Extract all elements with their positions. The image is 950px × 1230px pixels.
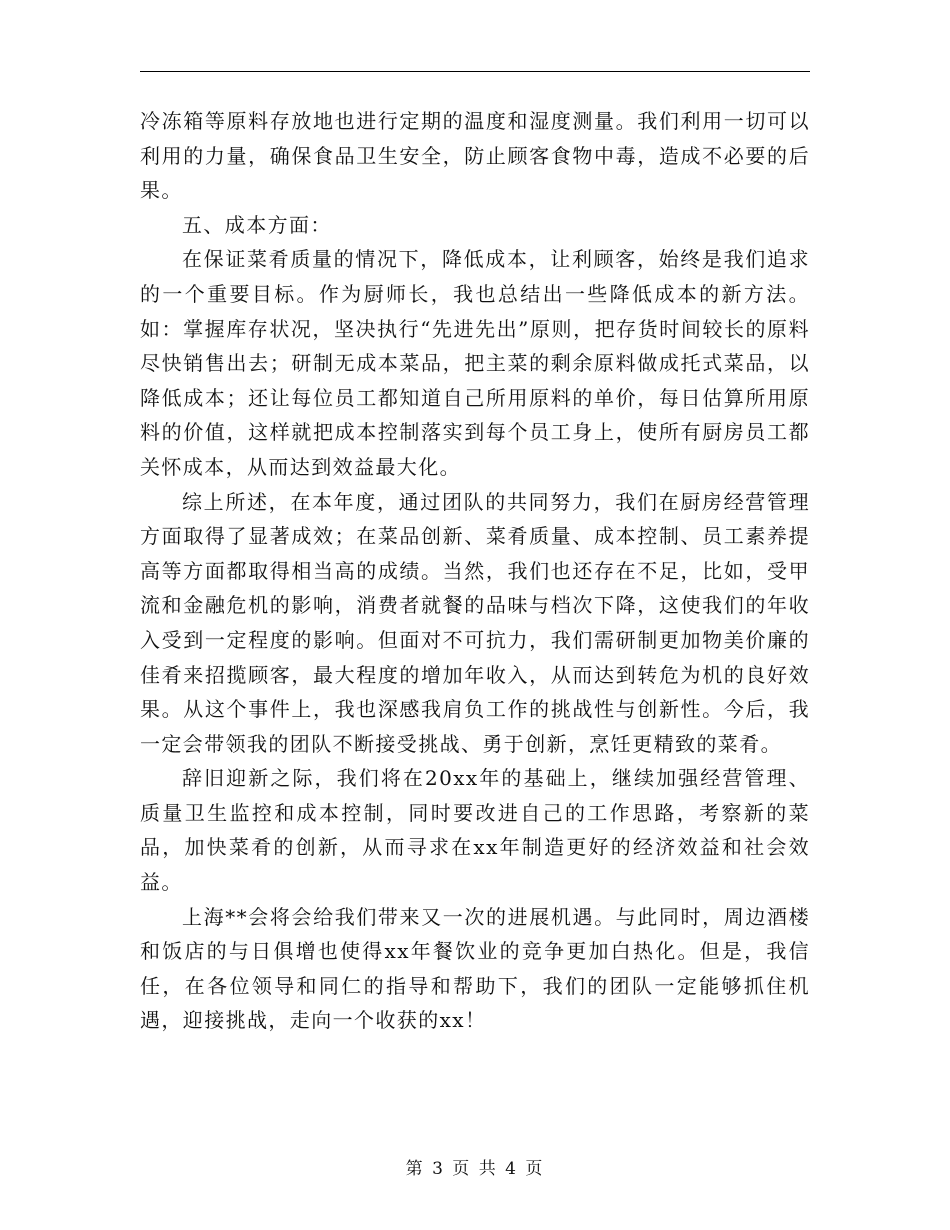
page-number-footer: 第 3 页 共 4 页 (405, 1159, 545, 1179)
paragraph-6: 上海**会将会给我们带来又一次的进展机遇。与此同时，周边酒楼和饭店的与日俱增也使得xx年餐饮业的竞争更加白热化。但是，我信任，在各位领导和同仁的指导和帮助下，我们的团队一定能够抓住机遇，迎接挑战，走向一个收获的xx！ (140, 904, 810, 1033)
paragraph-4: 综上所述，在本年度，通过团队的共同努力，我们在厨房经营管理方面取得了显著成效；在菜品创新、菜肴质量、成本控制、员工素养提高等方面都取得相当高的成绩。当然，我们也还存在不足，比如，受甲流和金融危机的影响，消费者就餐的品味与档次下降，这使我们的年收入受到一定程度的影响。但面对不可抗力，我们需研制更加物美价廉的佳肴来招揽顾客，最大程度的增加年收入，从而达到转危为机的良好效果。从这个事件上，我也深感我肩负工作的挑战性与创新性。今后，我一定会带领我的团队不断接受挑战、勇于创新，烹饪更精致的菜肴。 (140, 489, 810, 756)
paragraph-1: 冷冻箱等原料存放地也进行定期的温度和湿度测量。我们利用一切可以利用的力量，确保食品卫生安全，防止顾客食物中毒，造成不必要的后果。 (140, 109, 810, 203)
section-heading-cost: 五、成本方面： (182, 212, 332, 237)
document-body (140, 104, 810, 1038)
paragraph-3: 在保证菜肴质量的情况下，降低成本，让利顾客，始终是我们追求的一个重要目标。作为厨师长，我也总结出一些降低成本的新方法。如：掌握库存状况，坚决执行“先进先出”原则，把存货时间较长的原料尽快销售出去；研制无成本菜品，把主菜的剩余原料做成托式菜品，以降低成本；还让每位员工都知道自己所用原料的单价，每日估算所用原料的价值，这样就把成本控制落实到每个员工身上，使所有厨房员工都关怀成本，从而达到效益最大化。 (140, 247, 810, 479)
header-rule (140, 71, 810, 72)
paragraph-5: 辞旧迎新之际，我们将在20xx年的基础上，继续加强经营管理、质量卫生监控和成本控制，同时要改进自己的工作思路，考察新的菜品，加快菜肴的创新，从而寻求在xx年制造更好的经济效益和社会效益。 (140, 766, 810, 895)
